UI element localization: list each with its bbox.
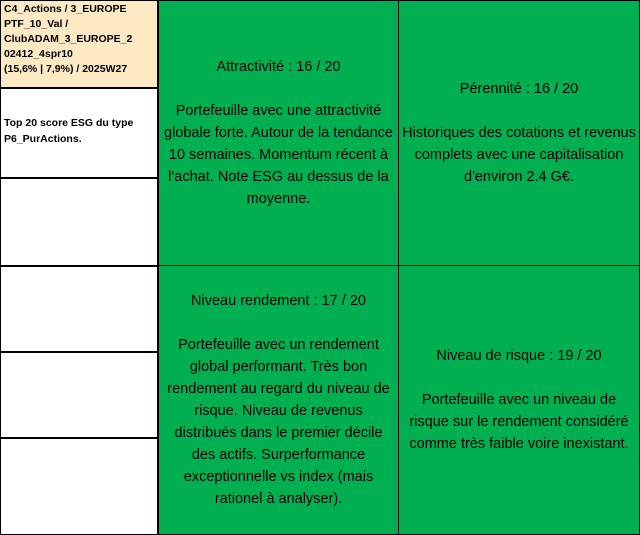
rendement-cell xyxy=(158,265,399,535)
perennite-title: Pérennité : 16 / 20 xyxy=(459,81,579,97)
risque-text: Portefeuille avec un niveau de risque sur le rendement considéré comme très faible voire inexistant. xyxy=(409,392,629,452)
portfolio-header-line: PTF_10_Val / xyxy=(4,18,69,30)
risque-title: Niveau de risque : 19 / 20 xyxy=(436,348,602,364)
attractivite-title: Attractivité : 16 / 20 xyxy=(216,59,341,75)
portfolio-header-line: 02412_4spr10 xyxy=(4,48,73,60)
empty-cell xyxy=(0,178,158,266)
empty-cell xyxy=(0,352,158,438)
perennite-cell xyxy=(398,0,640,266)
portfolio-description-cell xyxy=(0,88,158,178)
attractivite-text: Portefeuille avec une attractivité globale forte. Autour de la tendance 10 semaines. Momentum récent à l'achat. Note ESG au dessus de la moyenne. xyxy=(164,103,393,207)
empty-cell xyxy=(0,438,158,535)
attractivite-cell xyxy=(158,0,399,266)
portfolio-header-line: ClubADAM_3_EUROPE_2 xyxy=(4,33,133,45)
portfolio-header-cell xyxy=(0,0,158,88)
perennite-text: Historiques des cotations et revenus complets avec une capitalisation d'environ 2.4 G€. xyxy=(402,125,636,185)
empty-cell xyxy=(0,266,158,352)
portfolio-header-line: (15,6% | 7,9%) / 2025W27 xyxy=(4,63,128,75)
portfolio-header-text xyxy=(1,1,157,78)
rendement-title: Niveau rendement : 17 / 20 xyxy=(191,293,366,309)
risque-cell xyxy=(398,265,640,535)
portfolio-header-line: C4_Actions / 3_EUROPE xyxy=(4,3,127,15)
portfolio-description: Top 20 score ESG du type P6_PurActions. xyxy=(4,117,134,145)
rendement-text: Portefeuille avec un rendement global performant. Très bon rendement au regard du niveau de risque. Niveau de revenus distribués dans le premier décile des actifs. Surperformance exceptionnelle vs index (mais rationel à analyser). xyxy=(167,337,390,507)
